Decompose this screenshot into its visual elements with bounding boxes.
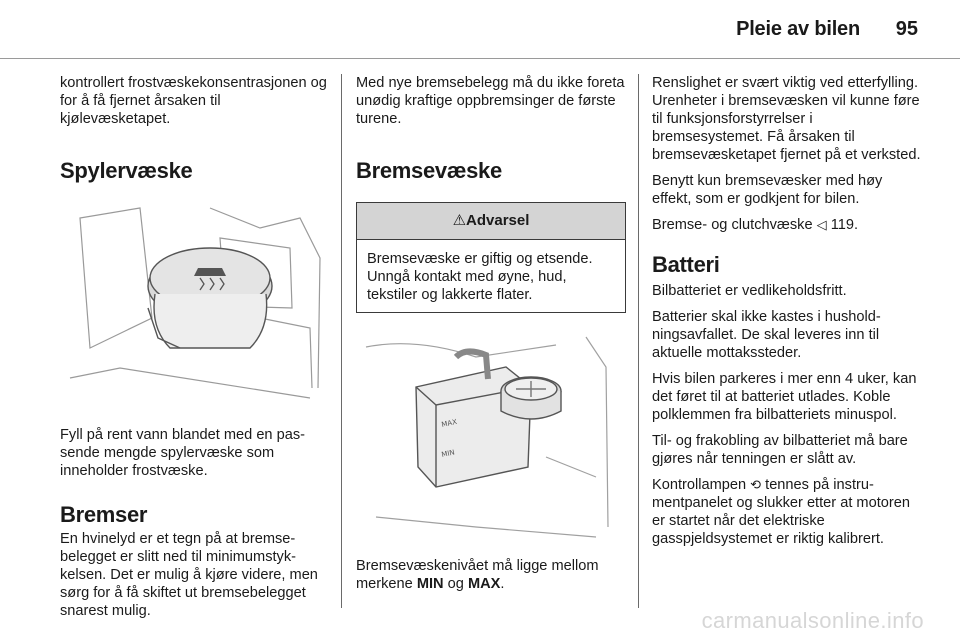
header-divider <box>0 58 960 59</box>
section-heading-bremser: Bremser <box>60 502 148 527</box>
section-heading-spylervaeske: Spylervæske <box>60 158 193 183</box>
battery-parking-text: Hvis bilen parkeres i mer enn 4 uker, kan det føret til at batteriet utlades. Koble polklemmen fra bilbatteriets minuspol. <box>652 371 917 423</box>
column-2 <box>356 74 626 601</box>
throttle-control-lamp-icon: ⟲ <box>750 477 762 492</box>
page-number: 95 <box>895 18 918 40</box>
svg-text:MAX: MAX <box>440 417 458 429</box>
new-brake-pads-text: Med nye bremsebelegg må du ikke foreta unødig kraftige oppbremsinger de første turene. <box>356 75 625 127</box>
battery-disconnect-text: Til- og frakobling av bilbatteriet må bare gjøres når tenningen er slått av. <box>652 433 908 467</box>
control-lamp-text: Kontrollampen ⟲ tennes på instrumentpanelet og slukker etter at motoren er startet når det elektriske gasspjeldsystemet er riktig kalibrert. <box>652 477 910 547</box>
column-divider-2 <box>638 74 639 608</box>
brakes-text: En hvinelyd er et tegn på at bremsebelegget er slitt ned til minimumstykkelsen. Det er mulig å kjøre videre, men sørg for å få skiftet ut bremsebelegget snarest mulig. <box>60 531 318 619</box>
warning-title: Advarsel <box>466 212 530 229</box>
warning-header <box>357 203 625 240</box>
brake-fluid-reservoir-illustration <box>356 327 622 543</box>
page-reference-link[interactable]: 119 <box>830 217 854 233</box>
brake-fluid-type-text: Benytt kun bremsevæsker med høy effekt, som er godkjent for bilen. <box>652 173 883 207</box>
watermark-text: carmanualsonline.info <box>701 608 924 633</box>
svg-text:MIN: MIN <box>440 448 456 459</box>
washer-fluid-reservoir-illustration <box>60 198 326 408</box>
washer-fluid-text: Fyll på rent vann blandet med en passende mengde spylervæske som inneholder frostvæske. <box>60 427 306 479</box>
column-divider-1 <box>341 74 342 608</box>
warning-box <box>356 202 626 313</box>
cleanliness-text: Renslighet er svært viktig ved etterfylling. Urenheter i bremsevæsken vil kunne føre til funksjonsforstyrrelser i bremsesystemet. Få årsaken til bremsevæsketapet fjernet på et verksted. <box>652 75 921 163</box>
mark-max: MAX <box>467 576 501 592</box>
column-1 <box>60 74 330 628</box>
section-heading-batteri: Batteri <box>652 252 720 277</box>
warning-triangle-icon: ⚠ <box>452 212 467 229</box>
page-title: Pleie av bilen <box>736 18 860 40</box>
warning-text: Bremsevæske er giftig og etsende. Unngå kontakt med øyne, hud, tekstiler og lakkerte flater. <box>367 251 593 303</box>
battery-disposal-text: Batterier skal ikke kastes i husholdningsavfallet. De skal leveres inn til aktuelle mottakssteder. <box>652 309 881 361</box>
brake-fluid-level-text: Bremsevæskenivået må ligge mellom merkene MIN og MAX. <box>356 558 599 592</box>
coolant-continuation-text: kontrollert frostvæskekonsentrasjonen og for å få fjernet årsaken til kjølevæsketapet. <box>60 75 327 127</box>
warning-body <box>357 240 625 312</box>
battery-maintenance-text: Bilbatteriet er vedlikeholdsfritt. <box>652 283 847 299</box>
mark-min: MIN <box>416 576 444 592</box>
column-3 <box>652 74 924 556</box>
brake-clutch-fluid-reference: Bremse- og clutchvæske ◁ 119. <box>652 217 859 233</box>
page-reference-icon: ◁ <box>816 217 827 232</box>
section-heading-bremsevaeske: Bremsevæske <box>356 158 502 183</box>
